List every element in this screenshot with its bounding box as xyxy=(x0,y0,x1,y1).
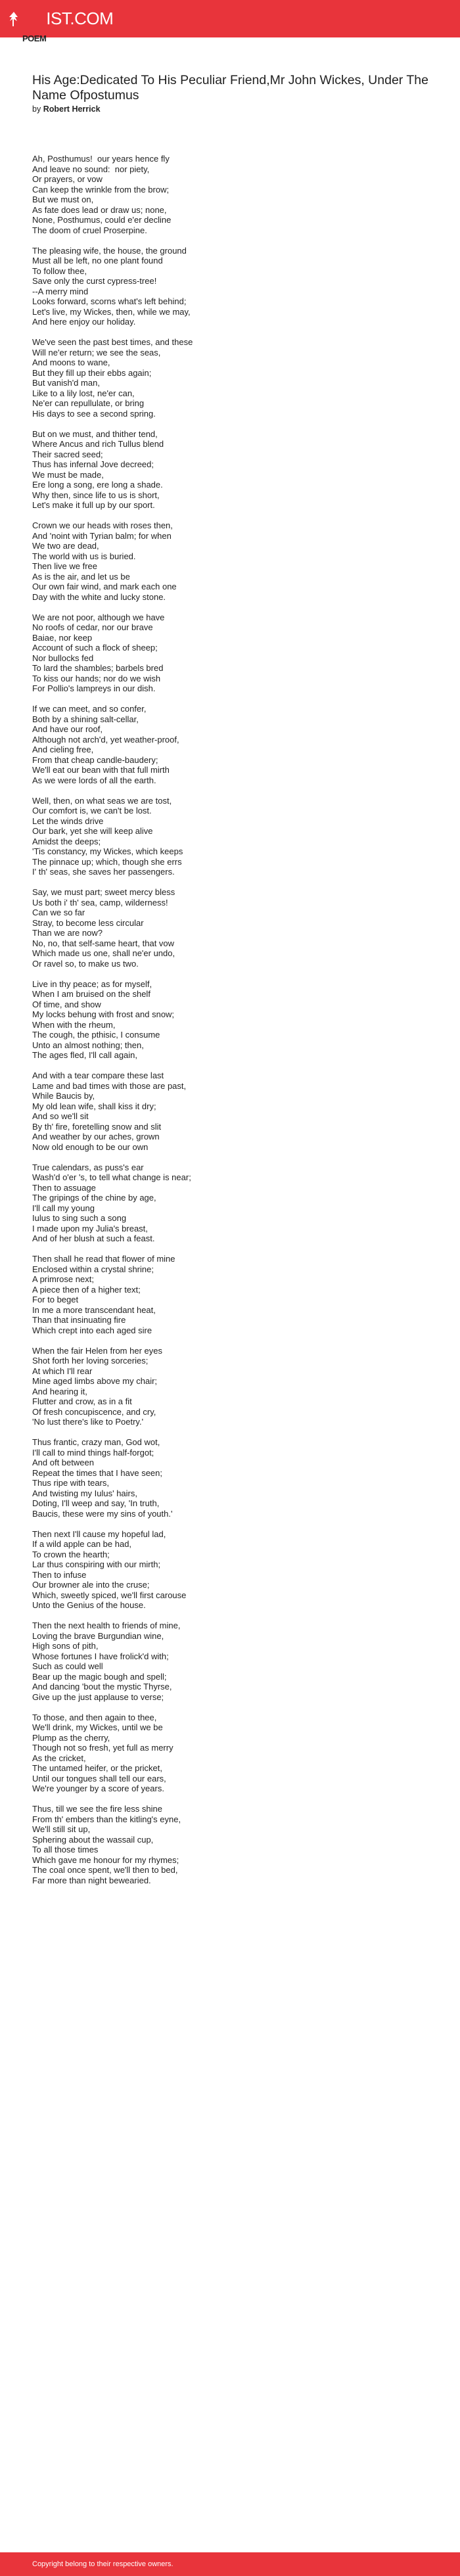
poem-line: Of time, and show xyxy=(32,999,101,1009)
poem-line: Say, we must part; sweet mercy bless xyxy=(32,887,175,897)
poem-line: Than that insinuating fire xyxy=(32,1315,126,1325)
poem-line: Such as could well xyxy=(32,1661,103,1671)
poem-line: Which gave me honour for my rhymes; xyxy=(32,1854,179,1865)
poem-line: Thus, till we see the fire less shine xyxy=(32,1804,162,1814)
poem-line: The ages fled, I'll call again, xyxy=(32,1050,138,1060)
poem-line: Live in thy peace; as for myself, xyxy=(32,978,152,989)
stanza xyxy=(32,429,433,511)
poem-line: Our bark, yet she will keep alive xyxy=(32,826,153,836)
byline-prefix: by xyxy=(32,104,41,114)
poem-line: Which made us one, shall ne'er undo, xyxy=(32,948,175,958)
poem-line: And 'noint with Tyrian balm; for when xyxy=(32,530,172,541)
stanza xyxy=(32,796,433,877)
poem-line: Which crept into each aged sire xyxy=(32,1325,152,1335)
copyright-text: Copyright belong to their respective owners. xyxy=(32,2560,173,2568)
poem-line: Than we are now? xyxy=(32,928,103,938)
poem-line: Repeat the times that I have seen; xyxy=(32,1467,163,1478)
poem-line: Can keep the wrinkle from the brow; xyxy=(32,184,170,195)
poem-line: 'No lust there's like to Poetry.' xyxy=(32,1417,144,1427)
poem-line: And with a tear compare these last xyxy=(32,1070,164,1080)
poem-line: Can we so far xyxy=(32,908,85,917)
stanza xyxy=(32,1437,433,1519)
poem-line: Then to assuage xyxy=(32,1182,96,1193)
poem-line: Ah, Posthumus! our years hence fly xyxy=(32,154,170,164)
logo-rest-text: IST.COM xyxy=(46,9,114,28)
poem-line: When I am bruised on the shelf xyxy=(32,989,150,999)
poem-line: Then next I'll cause my hopeful lad, xyxy=(32,1529,166,1539)
poem-line: I'll call my young xyxy=(32,1203,95,1213)
poem-line: Plump as the cherry, xyxy=(32,1732,110,1743)
author-link[interactable]: Robert Herrick xyxy=(43,104,101,114)
poem-line: Why then, since life to us is short, xyxy=(32,490,160,500)
poem-line: And moons to wane, xyxy=(32,357,110,367)
poem-line: And leave no sound: nor piety, xyxy=(32,164,150,174)
poem-line: We'll drink, my Wickes, until we be xyxy=(32,1722,163,1732)
poem-line: Now old enough to be our own xyxy=(32,1141,149,1152)
poem-line: Then shall he read that flower of mine xyxy=(32,1254,175,1264)
poem-line: Their sacred seed; xyxy=(32,449,103,459)
poem-line: As we were lords of all the earth. xyxy=(32,775,156,785)
poem-line: For to beget xyxy=(32,1295,79,1304)
poem-line: No roofs of cedar, nor our brave xyxy=(32,622,153,632)
poem-line: To all those times xyxy=(32,1845,99,1854)
poem-line: His days to see a second spring. xyxy=(32,408,156,419)
poem-line: Thus frantic, crazy man, God wot, xyxy=(32,1437,160,1447)
poem-line: Which, sweetly spiced, we'll first carouse xyxy=(32,1590,187,1600)
poem-line: But on we must, and thither tend, xyxy=(32,428,158,439)
poem-line: The cough, the pthisic, I consume xyxy=(32,1030,160,1040)
poem-line: But we must on, xyxy=(32,195,94,204)
poem-line: Well, then, on what seas we are tost, xyxy=(32,795,172,806)
poem-line: Wash'd o'er 's, to tell what change is near; xyxy=(32,1172,191,1182)
poem-line: Then live we free xyxy=(32,561,97,571)
poem-line: And so we'll sit xyxy=(32,1111,89,1121)
poem-line: And here enjoy our holiday. xyxy=(32,317,136,327)
poem-line: The pleasing wife, the house, the ground xyxy=(32,245,187,256)
poem-byline xyxy=(32,104,433,114)
poem-line: And weather by our aches, grown xyxy=(32,1132,160,1141)
poem-line: Iulus to sing such a song xyxy=(32,1213,127,1223)
poem-line: My locks behung with frost and snow; xyxy=(32,1009,175,1019)
stanza xyxy=(32,1713,433,1794)
poem-line: The pinnace up; which, though she errs xyxy=(32,856,182,867)
poem-line: Or ravel so, to make us two. xyxy=(32,958,139,969)
poem-line: And hearing it, xyxy=(32,1386,87,1396)
stanza xyxy=(32,337,433,419)
poem-line: From th' embers than the kitling's eyne, xyxy=(32,1814,181,1824)
poem-line: Loving the brave Burgundian wine, xyxy=(32,1630,164,1641)
poem-line: And twisting my Iulus' hairs, xyxy=(32,1488,137,1498)
poem-line: Us both i' th' sea, camp, wilderness! xyxy=(32,897,168,908)
poem-line: I' th' seas, she saves her passengers. xyxy=(32,867,175,877)
poem-line: We two are dead, xyxy=(32,541,99,551)
poem-line: As is the air, and let us be xyxy=(32,571,130,582)
poem-line: We'll eat our bean with that full mirth xyxy=(32,765,170,775)
poem-line: Then the next health to friends of mine, xyxy=(32,1621,181,1630)
poem-line: When the fair Helen from her eyes xyxy=(32,1345,162,1356)
poem-line: Our comfort is, we can't be lost. xyxy=(32,806,152,816)
poem-line: Of fresh concupiscence, and cry, xyxy=(32,1406,156,1417)
poem-line: Looks forward, scorns what's left behind; xyxy=(32,296,187,306)
poem-line: A piece then of a higher text; xyxy=(32,1284,141,1295)
poem-line: From that cheap candle-baudery; xyxy=(32,754,158,765)
poem-line: To those, and then again to thee, xyxy=(32,1712,157,1722)
poem-line: Unto an almost nothing; then, xyxy=(32,1040,144,1050)
poem-line: Although not arch'd, yet weather-proof, xyxy=(32,734,179,745)
poem-line: When with the rheum, xyxy=(32,1019,116,1030)
poem-body xyxy=(32,154,433,1885)
poem-line: Flutter and crow, as in a fit xyxy=(32,1396,132,1406)
stanza xyxy=(32,1254,433,1335)
poem-line: Nor bullocks fed xyxy=(32,653,94,663)
poem-line: Our browner ale into the cruse; xyxy=(32,1580,150,1590)
poem-line: To lard the shambles; barbels bred xyxy=(32,663,164,673)
poem-line: We must be made, xyxy=(32,469,104,480)
poem-line: At which I'll rear xyxy=(32,1366,93,1376)
poem-line: Baucis, these were my sins of youth.' xyxy=(32,1508,173,1519)
poem-line: Must all be left, no one plant found xyxy=(32,256,163,265)
poem-line: Lame and bad times with those are past, xyxy=(32,1080,187,1091)
poem-line: Lar thus conspiring with our mirth; xyxy=(32,1559,161,1569)
poem-content xyxy=(32,73,433,1896)
stanza xyxy=(32,704,433,785)
poem-line: Sphering about the wassail cup, xyxy=(32,1834,154,1845)
poem-line: Account of such a flock of sheep; xyxy=(32,643,158,653)
poem-line: 'Tis constancy, my Wickes, which keeps xyxy=(32,846,183,856)
poem-line: Both by a shining salt-cellar, xyxy=(32,714,139,724)
poem-line: Like to a lily lost, ne'er can, xyxy=(32,388,135,398)
poem-line: We are not poor, although we have xyxy=(32,612,165,622)
poem-line: True calendars, as puss's ear xyxy=(32,1162,144,1172)
poem-line: Amidst the deeps; xyxy=(32,836,101,846)
poem-line: To crown the hearth; xyxy=(32,1549,110,1559)
poem-line: Let the winds drive xyxy=(32,816,104,826)
poem-line: But they fill up their ebbs again; xyxy=(32,367,152,378)
poem-line: --A merry mind xyxy=(32,286,89,296)
poem-line: The world with us is buried. xyxy=(32,551,136,561)
poem-line: Day with the white and lucky stone. xyxy=(32,591,166,602)
poem-line: I made upon my Julia's breast, xyxy=(32,1223,148,1233)
poem-line: The untamed heifer, or the pricket, xyxy=(32,1763,162,1773)
stanza xyxy=(32,520,433,602)
stanza xyxy=(32,887,433,969)
poem-line: In me a more transcendant heat, xyxy=(32,1304,156,1315)
poem-line: My old lean wife, shall kiss it dry; xyxy=(32,1101,156,1111)
poem-line: And of her blush at such a feast. xyxy=(32,1233,155,1243)
stanza xyxy=(32,1621,433,1702)
poem-line: We'll still sit up, xyxy=(32,1824,91,1834)
poem-line: By th' fire, foretelling snow and slit xyxy=(32,1121,162,1132)
poem-line: Baiae, nor keep xyxy=(32,632,93,643)
poem-line: Thus has infernal Jove decreed; xyxy=(32,459,154,469)
stanza xyxy=(32,154,433,235)
poem-line: A primrose next; xyxy=(32,1274,94,1284)
stanza xyxy=(32,1162,433,1244)
poem-line: If we can meet, and so confer, xyxy=(32,704,147,714)
poem-line: Doting, I'll weep and say, 'In truth, xyxy=(32,1498,160,1508)
poem-line: Give up the just applause to verse; xyxy=(32,1691,164,1702)
poem-line: Our own fair wind, and mark each one xyxy=(32,582,177,591)
poem-line: Ne'er can repullulate, or bring xyxy=(32,398,145,408)
quill-icon xyxy=(9,12,18,26)
poem-line: Enclosed within a crystal shrine; xyxy=(32,1264,154,1274)
stanza xyxy=(32,1529,433,1611)
stanza xyxy=(32,612,433,694)
poem-line: I'll call to mind things half-forgot; xyxy=(32,1447,154,1458)
stanza xyxy=(32,979,433,1061)
stanza xyxy=(32,1804,433,1885)
poem-line: We're younger by a score of years. xyxy=(32,1783,164,1793)
poem-line: As fate does lead or draw us; none, xyxy=(32,204,167,215)
poem-line: Unto the Genius of the house. xyxy=(32,1600,146,1610)
stanza xyxy=(32,1070,433,1152)
poem-line: And cieling free, xyxy=(32,745,94,754)
poem-line: Though not so fresh, yet full as merry xyxy=(32,1743,173,1753)
poem-line: The coal once spent, we'll then to bed, xyxy=(32,1865,178,1875)
poem-line: Mine aged limbs above my chair; xyxy=(32,1376,158,1386)
poem-line: No, no, that self-same heart, that vow xyxy=(32,938,175,948)
poem-line: Save only the curst cypress-tree! xyxy=(32,276,157,286)
poem-line: Ere long a song, ere long a shade. xyxy=(32,480,163,490)
poem-line: And oft between xyxy=(32,1458,94,1467)
poem-line: And dancing 'bout the mystic Thyrse, xyxy=(32,1682,172,1691)
poem-line: The doom of cruel Proserpine. xyxy=(32,225,147,235)
poem-line: Far more than night bewearied. xyxy=(32,1875,151,1885)
poem-line: As the cricket, xyxy=(32,1753,86,1763)
poem-line: Thus ripe with tears, xyxy=(32,1478,110,1488)
poem-line: The gripings of the chine by age, xyxy=(32,1193,156,1203)
logo-bold-text: POEM xyxy=(22,33,47,43)
poem-line: Until our tongues shall tell our ears, xyxy=(32,1773,166,1783)
poem-title: His Age:Dedicated To His Peculiar Friend,Mr John Wickes, Under The Name Ofpostumus xyxy=(32,73,428,103)
stanza xyxy=(32,1346,433,1427)
stanza xyxy=(32,246,433,327)
top-header-bar xyxy=(0,0,460,43)
poem-line: Then to infuse xyxy=(32,1569,87,1580)
poem-line: Will ne'er return; we see the seas, xyxy=(32,347,161,357)
poem-line: Crown we our heads with roses then, xyxy=(32,520,173,530)
poem-line: While Baucis by, xyxy=(32,1091,95,1101)
poem-line: Where Ancus and rich Tullus blend xyxy=(32,439,164,449)
poem-line: We've seen the past best times, and these xyxy=(32,337,193,347)
poem-line: For Pollio's lampreys in our dish. xyxy=(32,683,156,693)
poem-line: Shot forth her loving sorceries; xyxy=(32,1356,149,1366)
poem-line: To kiss our hands; nor do we wish xyxy=(32,673,161,683)
poem-line: None, Posthumus, could e'er decline xyxy=(32,215,172,225)
poem-line: Let's make it full up by our sport. xyxy=(32,500,155,510)
poem-line: If a wild apple can be had, xyxy=(32,1539,132,1549)
site-logo[interactable] xyxy=(9,0,113,43)
poem-line: And have our roof, xyxy=(32,724,103,734)
poem-line: Stray, to become less circular xyxy=(32,917,144,928)
footer-bar xyxy=(0,2552,460,2576)
poem-line: Whose fortunes I have frolick'd with; xyxy=(32,1651,169,1661)
poem-line: Let's live, my Wickes, then, while we may, xyxy=(32,306,191,317)
poem-line: Or prayers, or vow xyxy=(32,174,103,184)
poem-line: Bear up the magic bough and spell; xyxy=(32,1671,167,1682)
poem-line: High sons of pith, xyxy=(32,1641,99,1651)
poem-line: But vanish'd man, xyxy=(32,378,100,388)
poem-line: To follow thee, xyxy=(32,265,87,276)
